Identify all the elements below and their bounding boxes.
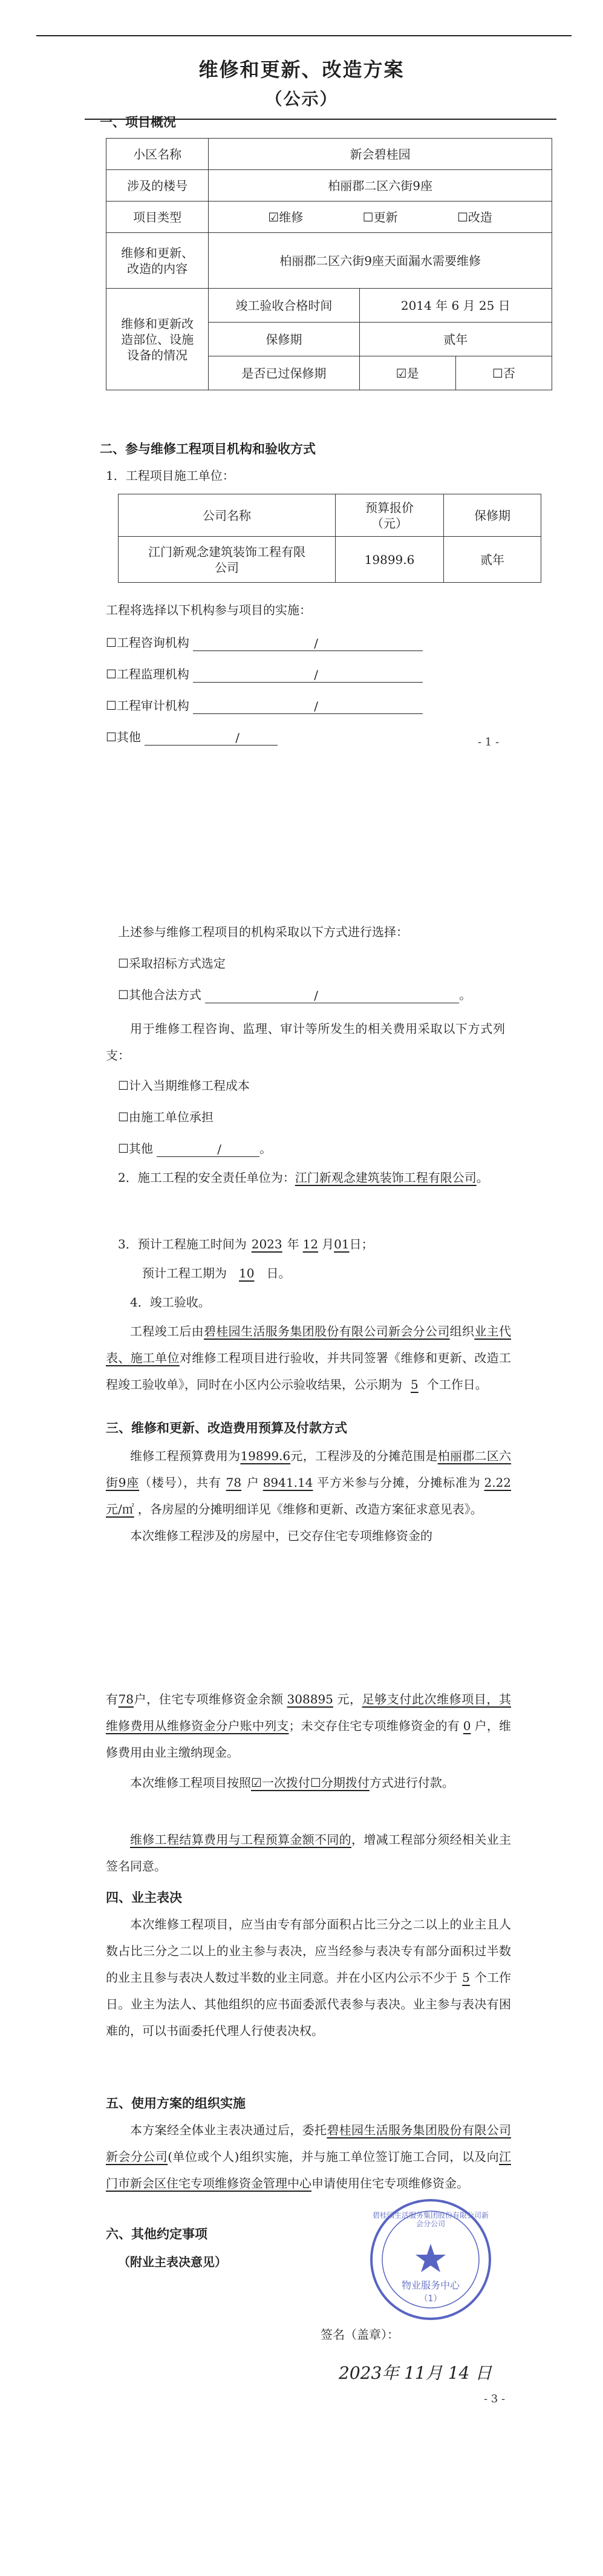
safety-paragraph bbox=[106, 1164, 511, 1191]
part-label bbox=[106, 289, 209, 390]
vote-paragraph bbox=[106, 1911, 511, 2044]
building-value: 柏丽郡二区六街9座 bbox=[209, 170, 552, 202]
contractor-table bbox=[118, 494, 541, 583]
type-renovate-checkbox: ☐改造 bbox=[457, 209, 492, 224]
payment-paragraph bbox=[106, 1769, 511, 1796]
fund-text-a: 有 bbox=[106, 1692, 119, 1706]
accept-time-value: 2014 年 6 月 25 日 bbox=[359, 289, 552, 323]
accept-time-label: 竣工验收合格时间 bbox=[209, 289, 359, 323]
fund-unpaid: 0 bbox=[463, 1719, 471, 1733]
building-label: 涉及的楼号 bbox=[106, 170, 209, 202]
difference-text-a: 维修工程结算费用与工程预算金额不同的 bbox=[130, 1832, 351, 1847]
section-heading-1: 一、项目概况 bbox=[100, 115, 176, 129]
fee-text: 用于维修工程咨询、监理、审计等所发生的相关费用采取以下方式列支： bbox=[106, 1021, 505, 1063]
org-supervise-row bbox=[106, 666, 423, 683]
duration-suffix: 日。 bbox=[266, 1266, 291, 1280]
contractor-header-budget bbox=[336, 494, 444, 537]
accept-parties: 业主代表、施工单位 bbox=[106, 1324, 512, 1365]
budget-households: 78 bbox=[226, 1475, 242, 1490]
cost-option-3-row bbox=[118, 1140, 272, 1157]
other-method-slash: / bbox=[314, 988, 319, 1003]
budget-header-line2: （元） bbox=[371, 516, 408, 531]
fund-balance-paragraph bbox=[106, 1686, 511, 1766]
org-audit: ☐工程审计机构 bbox=[106, 698, 189, 713]
document-title: 维修和更新、改造方案 bbox=[198, 58, 405, 81]
org-consult-slash: / bbox=[314, 636, 319, 651]
page-3 bbox=[0, 1573, 603, 2576]
safety-prefix: 2．施工工程的安全责任单位为： bbox=[118, 1170, 295, 1185]
org-audit-row bbox=[106, 697, 423, 714]
page-1 bbox=[0, 0, 603, 787]
contractor-budget: 19899.6 bbox=[336, 537, 444, 583]
content-label-line2: 改造的内容 bbox=[127, 261, 188, 276]
page-number-1: - 1 - bbox=[478, 736, 500, 749]
duration-value: 10 bbox=[239, 1266, 255, 1280]
other-method-line bbox=[205, 988, 459, 1003]
duration-prefix: 预计工程工期为 bbox=[142, 1266, 227, 1280]
accept-text-4: 个工作日。 bbox=[426, 1377, 487, 1392]
difference-paragraph bbox=[106, 1826, 511, 1880]
top-rule bbox=[36, 35, 572, 36]
accept-org: 碧桂园生活服务集团股份有限公司新会分公司 bbox=[204, 1324, 450, 1339]
budget-text-3: （楼号），共有 bbox=[139, 1475, 221, 1490]
signature-date: 2023年 11月 14 日 bbox=[339, 2363, 492, 2383]
budget-paragraph bbox=[106, 1443, 511, 1522]
start-year-unit: 年 bbox=[287, 1237, 299, 1251]
contractor-company-line2: 公司 bbox=[215, 560, 239, 575]
section-heading-2: 二、参与维修工程项目机构和验收方式 bbox=[100, 442, 316, 456]
fund-text-b: 户，住宅专项维修资金余额 bbox=[134, 1692, 284, 1706]
org-other: ☐其他 bbox=[106, 730, 141, 744]
payment-method: ☑一次拨付☐分期拨付 bbox=[251, 1775, 370, 1790]
fund-households: 78 bbox=[118, 1692, 134, 1706]
vote-text: 本次维修工程项目，应当由专有部分面积占比三分之二以上的业主且人数占比三分之二以上的业主参与表决，应当经参与表决专有部分面积过半数的业主且参与表决人数过半数的业主同意。并在小区内公示不少于 bbox=[106, 1917, 511, 1985]
budget-amount: 19899.6 bbox=[240, 1449, 291, 1463]
project-type-options bbox=[209, 202, 552, 233]
signature-label: 签名（盖章）： bbox=[321, 2327, 399, 2342]
safety-suffix: 。 bbox=[476, 1170, 489, 1185]
vote-days: 5 bbox=[462, 1970, 470, 1985]
org-supervise-line bbox=[193, 667, 423, 683]
contractor-header-warranty: 保修期 bbox=[444, 494, 541, 537]
fund-balance: 308895 bbox=[287, 1692, 333, 1706]
part-label-line2: 造部位、设施 bbox=[121, 332, 194, 347]
org-consult-line bbox=[193, 638, 423, 651]
budget-scope: 柏丽郡二区六街9座 bbox=[106, 1449, 512, 1490]
accept-text-1: 工程竣工后由 bbox=[130, 1324, 204, 1339]
method-intro: 上述参与维修工程项目的机构采取以下方式进行选择： bbox=[118, 925, 408, 939]
content-label bbox=[106, 233, 209, 289]
fund-text-c: 元， bbox=[336, 1692, 362, 1706]
community-value: 新会碧桂园 bbox=[209, 139, 552, 170]
contractor-header-company: 公司名称 bbox=[119, 494, 336, 537]
impl-center: 江门市新会区住宅专项维修资金管理中心 bbox=[106, 2149, 512, 2191]
contractor-company-line1: 江门新观念建筑装饰工程有限 bbox=[148, 544, 305, 559]
org-other-slash: / bbox=[235, 730, 240, 745]
seal-org-text: 碧桂园生活服务集团股份有限公司新会分公司 bbox=[373, 2211, 489, 2228]
budget-text-4: 户 bbox=[246, 1475, 259, 1490]
project-type-label: 项目类型 bbox=[106, 202, 209, 233]
cost-option-3-period: 。 bbox=[259, 1141, 272, 1156]
warranty-value: 贰年 bbox=[359, 323, 552, 356]
budget-text-1: 维修工程预算费用为 bbox=[130, 1449, 241, 1463]
fund-text-e: ；未交存住宅专项维修资金的有 bbox=[288, 1719, 460, 1733]
impl-text-c: 申请使用住宅专项维修资金。 bbox=[311, 2176, 469, 2191]
payment-text-a: 本次维修工程项目按照 bbox=[130, 1775, 251, 1790]
select-intro: 工程将选择以下机构参与项目的实施： bbox=[106, 603, 311, 617]
part-label-line3: 设备的情况 bbox=[127, 347, 188, 362]
start-month: 12 bbox=[302, 1237, 319, 1251]
cost-option-3: ☐其他 bbox=[118, 1141, 153, 1156]
budget-header-line1: 预算报价 bbox=[365, 500, 414, 515]
fund-text-f: 户，维修费用由业主缴纳现金。 bbox=[106, 1719, 512, 1760]
page-2 bbox=[0, 787, 603, 1573]
start-time-row bbox=[118, 1236, 374, 1253]
expired-yes: ☑是 bbox=[359, 356, 455, 390]
project-overview-table bbox=[106, 138, 552, 390]
attachment-note: （附业主表决意见） bbox=[118, 2255, 227, 2269]
other-method-row bbox=[118, 986, 471, 1003]
start-day: 01 bbox=[334, 1237, 350, 1251]
other-method-option: ☐其他合法方式 bbox=[118, 988, 201, 1002]
implementation-paragraph bbox=[106, 2117, 511, 2197]
org-audit-slash: / bbox=[314, 699, 319, 713]
document-subtitle: （公示） bbox=[265, 89, 338, 109]
seal-inner-text: 物业服务中心 bbox=[401, 2279, 460, 2291]
impl-text-b: (单位或个人)组织实施，并与施工单位签订施工合同，以及向 bbox=[168, 2149, 500, 2164]
other-method-period: 。 bbox=[459, 988, 472, 1002]
type-update-checkbox: ☐更新 bbox=[362, 209, 398, 224]
fund-sufficient: 足够支付此次维修项目，其维修费用从维修资金分户账中列支 bbox=[106, 1692, 511, 1733]
section-heading-3: 三、维修和更新、改造费用预算及付款方式 bbox=[106, 1421, 347, 1435]
cost-option-1: ☐计入当期维修工程成本 bbox=[118, 1078, 250, 1093]
accept-text-2: 组织 bbox=[449, 1324, 475, 1339]
seal-number: （1） bbox=[419, 2294, 442, 2304]
budget-rate: 2.22 元/㎡ bbox=[106, 1475, 512, 1516]
type-repair-checkbox: ☑维修 bbox=[268, 209, 304, 224]
accept-text-3: 对维修工程项目进行验收，并共同签署《维修和更新、改造工程竣工验收单》，同时在小区内公示验收结果，公示期为 bbox=[106, 1351, 511, 1392]
impl-org: 碧桂园生活服务集团股份有限公司新会分公司 bbox=[106, 2123, 512, 2164]
org-consult-row bbox=[106, 634, 423, 651]
warranty-label: 保修期 bbox=[209, 323, 359, 356]
budget-text-5: 平方米参与分摊，分摊标准为 bbox=[316, 1475, 481, 1490]
content-value: 柏丽郡二区六街9座天面漏水需要维修 bbox=[209, 233, 552, 289]
org-supervise-slash: / bbox=[314, 667, 319, 682]
contractor-item: 1．工程项目施工单位： bbox=[106, 468, 235, 483]
org-other-line bbox=[145, 730, 278, 746]
part-label-line1: 维修和更新改 bbox=[121, 316, 194, 331]
section-heading-6: 六、其他约定事项 bbox=[106, 2227, 207, 2241]
contractor-warranty: 贰年 bbox=[444, 537, 541, 583]
acceptance-paragraph bbox=[106, 1318, 511, 1398]
budget-text-2: 元，工程涉及的分摊范围是 bbox=[290, 1449, 438, 1463]
company-seal bbox=[370, 2199, 491, 2320]
safety-value: 江门新观念建筑装饰工程有限公司 bbox=[295, 1170, 477, 1185]
vote-text-2: 个工作日。业主为法人、其他组织的应书面委派代表参与表决。业主参与表决有困难的，可以书面委托代理人行使表决权。 bbox=[106, 1970, 512, 2038]
budget-text-6: ，各房屋的分摊明细详见《维修和更新、改造方案征求意见表》。 bbox=[137, 1502, 483, 1516]
page-number-3: - 3 - bbox=[484, 2393, 506, 2405]
fund-paragraph: 本次维修工程涉及的房屋中，已交存住宅专项维修资金的 bbox=[130, 1529, 432, 1543]
payment-text-c: 方式进行付款。 bbox=[369, 1775, 454, 1790]
content-label-line1: 维修和更新、 bbox=[121, 245, 194, 260]
bid-option: ☐采取招标方式选定 bbox=[118, 956, 226, 971]
section-heading-5: 五、使用方案的组织实施 bbox=[106, 2096, 246, 2111]
org-audit-line bbox=[193, 701, 423, 714]
acceptance-item: 4．竣工验收。 bbox=[130, 1295, 210, 1309]
duration-row bbox=[142, 1265, 290, 1282]
cost-option-3-slash: / bbox=[217, 1142, 222, 1156]
impl-text-a: 本方案经全体业主表决通过后，委托 bbox=[130, 2123, 327, 2137]
cost-option-3-line bbox=[157, 1144, 259, 1157]
expired-label: 是否已过保修期 bbox=[209, 356, 359, 390]
start-year: 2023 bbox=[251, 1237, 282, 1251]
org-supervise: ☐工程监理机构 bbox=[106, 667, 189, 681]
section-heading-4: 四、业主表决 bbox=[106, 1890, 182, 1905]
start-suffix: 日； bbox=[349, 1237, 374, 1251]
contractor-company bbox=[119, 537, 336, 583]
org-consult: ☐工程咨询机构 bbox=[106, 635, 189, 650]
budget-area: 8941.14 bbox=[262, 1475, 313, 1490]
difference-text-b: ，增减工程部分须经相关业主签名同意。 bbox=[106, 1832, 511, 1873]
community-label: 小区名称 bbox=[106, 139, 209, 170]
start-month-unit: 月 bbox=[322, 1237, 334, 1251]
accept-days: 5 bbox=[411, 1377, 419, 1392]
org-other-row bbox=[106, 729, 278, 746]
start-prefix: 3．预计工程施工时间为 bbox=[118, 1237, 247, 1251]
expired-no: ☐否 bbox=[455, 356, 552, 390]
cost-option-2: ☐由施工单位承担 bbox=[118, 1110, 213, 1124]
